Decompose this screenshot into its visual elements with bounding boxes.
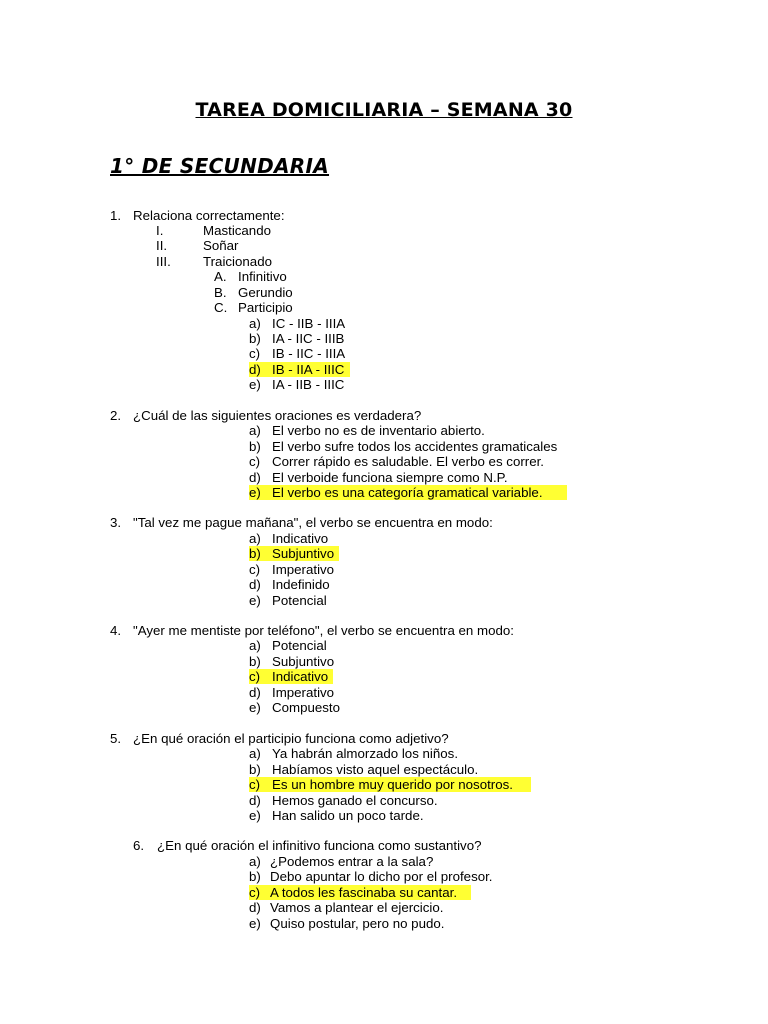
option-text: Imperativo bbox=[272, 562, 335, 577]
option-label: c) bbox=[249, 669, 261, 684]
option-text: Quiso postular, pero no pudo. bbox=[270, 916, 445, 931]
roman-label: II. bbox=[156, 238, 168, 253]
question-text: Relaciona correctamente: bbox=[133, 208, 285, 223]
option-label: e) bbox=[249, 808, 261, 823]
question-text: "Tal vez me pague mañana", el verbo se encuentra en modo: bbox=[133, 515, 493, 530]
option-label: a) bbox=[249, 746, 261, 761]
letter-item: Infinitivo bbox=[238, 269, 287, 284]
highlighted-answer bbox=[249, 362, 350, 377]
option-text: A todos les fascinaba su cantar. bbox=[270, 885, 458, 900]
option-label: a) bbox=[249, 638, 261, 653]
option-text: Ya habrán almorzado los niños. bbox=[272, 746, 459, 761]
question-number: 3. bbox=[110, 515, 122, 530]
option-text: Indefinido bbox=[272, 577, 330, 592]
option-label: e) bbox=[249, 916, 261, 931]
letter-label: B. bbox=[214, 285, 227, 300]
question-number: 1. bbox=[110, 208, 122, 223]
option-label: b) bbox=[249, 546, 261, 561]
highlighted-answer bbox=[249, 485, 567, 500]
roman-item: Soñar bbox=[203, 238, 239, 253]
option-label: c) bbox=[249, 454, 261, 469]
roman-item: Traicionado bbox=[203, 254, 272, 269]
question-text: ¿En qué oración el infinitivo funciona como sustantivo? bbox=[157, 838, 482, 853]
option-text: El verbo no es de inventario abierto. bbox=[272, 423, 485, 438]
option-label: e) bbox=[249, 593, 261, 608]
option-label: c) bbox=[249, 346, 261, 361]
option-text: El verbo sufre todos los accidentes gramaticales bbox=[272, 439, 558, 454]
roman-label: I. bbox=[156, 223, 164, 238]
option-label: d) bbox=[249, 900, 261, 915]
option-label: d) bbox=[249, 470, 261, 485]
option-text: IC - IIB - IIIA bbox=[272, 316, 346, 331]
option-text: ¿Podemos entrar a la sala? bbox=[270, 854, 434, 869]
option-label: b) bbox=[249, 331, 261, 346]
letter-label: A. bbox=[214, 269, 227, 284]
option-text: Es un hombre muy querido por nosotros. bbox=[272, 777, 513, 792]
option-text: Habíamos visto aquel espectáculo. bbox=[272, 762, 479, 777]
option-text: Debo apuntar lo dicho por el profesor. bbox=[270, 869, 493, 884]
option-text: Indicativo bbox=[272, 531, 329, 546]
roman-item: Masticando bbox=[203, 223, 271, 238]
option-label: b) bbox=[249, 654, 261, 669]
option-label: e) bbox=[249, 485, 261, 500]
option-text: Subjuntivo bbox=[272, 654, 335, 669]
document-title: TAREA DOMICILIARIA – SEMANA 30 bbox=[195, 99, 573, 121]
option-label: b) bbox=[249, 869, 261, 884]
option-label: a) bbox=[249, 531, 261, 546]
letter-label: C. bbox=[214, 300, 228, 315]
option-label: c) bbox=[249, 562, 261, 577]
option-text: Han salido un poco tarde. bbox=[272, 808, 424, 823]
question-number: 5. bbox=[110, 731, 122, 746]
option-text: Imperativo bbox=[272, 685, 335, 700]
option-label: a) bbox=[249, 854, 261, 869]
option-text: Indicativo bbox=[272, 669, 329, 684]
letter-item: Participio bbox=[238, 300, 293, 315]
question-text: ¿Cuál de las siguientes oraciones es verdadera? bbox=[133, 408, 422, 423]
option-label: b) bbox=[249, 762, 261, 777]
option-label: c) bbox=[249, 885, 261, 900]
highlighted-answer bbox=[249, 546, 339, 561]
option-label: a) bbox=[249, 316, 261, 331]
option-text: Potencial bbox=[272, 638, 327, 653]
option-label: d) bbox=[249, 577, 261, 592]
option-text: Vamos a plantear el ejercicio. bbox=[270, 900, 444, 915]
option-label: d) bbox=[249, 362, 261, 377]
question-text: ¿En qué oración el participio funciona como adjetivo? bbox=[133, 731, 449, 746]
highlighted-answer bbox=[249, 669, 333, 684]
question-number: 2. bbox=[110, 408, 122, 423]
question-text: "Ayer me mentiste por teléfono", el verbo se encuentra en modo: bbox=[133, 623, 514, 638]
option-text: Compuesto bbox=[272, 700, 340, 715]
option-text: El verbo es una categoría gramatical variable. bbox=[272, 485, 543, 500]
option-label: c) bbox=[249, 777, 261, 792]
option-label: d) bbox=[249, 793, 261, 808]
option-text: Potencial bbox=[272, 593, 327, 608]
question-number: 6. bbox=[133, 838, 145, 853]
option-label: e) bbox=[249, 377, 261, 392]
option-text: Correr rápido es saludable. El verbo es correr. bbox=[272, 454, 544, 469]
highlighted-answer bbox=[249, 777, 531, 792]
option-text: Subjuntivo bbox=[272, 546, 335, 561]
option-text: Hemos ganado el concurso. bbox=[272, 793, 438, 808]
letter-item: Gerundio bbox=[238, 285, 293, 300]
option-text: El verboide funciona siempre como N.P. bbox=[272, 470, 508, 485]
option-text: IB - IIC - IIIA bbox=[272, 346, 346, 361]
question-number: 4. bbox=[110, 623, 122, 638]
highlighted-answer bbox=[249, 885, 471, 900]
option-text: IA - IIB - IIIC bbox=[272, 377, 345, 392]
grade-heading: 1° DE SECUNDARIA bbox=[110, 154, 330, 178]
option-label: d) bbox=[249, 685, 261, 700]
option-label: e) bbox=[249, 700, 261, 715]
option-label: a) bbox=[249, 423, 261, 438]
roman-label: III. bbox=[156, 254, 171, 269]
option-label: b) bbox=[249, 439, 261, 454]
option-text: IB - IIA - IIIC bbox=[272, 362, 345, 377]
option-text: IA - IIC - IIIB bbox=[272, 331, 345, 346]
